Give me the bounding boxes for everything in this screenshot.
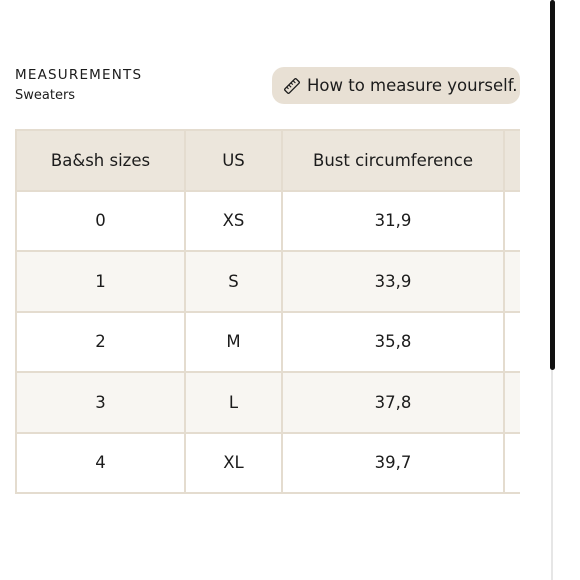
table-cell xyxy=(504,312,520,373)
how-to-measure-label: How to measure yourself. xyxy=(307,76,518,95)
table-cell: 39,7 xyxy=(282,433,504,494)
column-header xyxy=(504,130,520,191)
column-header: US xyxy=(185,130,282,191)
scrollbar-thumb[interactable] xyxy=(550,0,555,370)
table-cell xyxy=(504,191,520,252)
table-row xyxy=(16,372,520,433)
column-header: Ba&sh sizes xyxy=(16,130,185,191)
table-cell: 4 xyxy=(16,433,185,494)
size-table xyxy=(15,129,520,494)
section-title: MEASUREMENTS xyxy=(15,67,143,83)
table-cell: M xyxy=(185,312,282,373)
ruler-icon xyxy=(283,77,301,95)
table-header-row xyxy=(16,130,520,191)
size-table-container[interactable] xyxy=(15,129,520,505)
table-cell: 1 xyxy=(16,251,185,312)
table-cell: XL xyxy=(185,433,282,494)
table-cell: 3 xyxy=(16,372,185,433)
section-subtitle: Sweaters xyxy=(15,88,76,103)
table-row xyxy=(16,433,520,494)
table-row xyxy=(16,191,520,252)
table-cell: 35,8 xyxy=(282,312,504,373)
table-cell: 0 xyxy=(16,191,185,252)
table-cell xyxy=(504,251,520,312)
table-cell xyxy=(504,433,520,494)
column-header: Bust circumference xyxy=(282,130,504,191)
table-cell: S xyxy=(185,251,282,312)
table-cell: XS xyxy=(185,191,282,252)
how-to-measure-button[interactable] xyxy=(272,67,520,104)
table-cell: 31,9 xyxy=(282,191,504,252)
table-cell: 37,8 xyxy=(282,372,504,433)
table-cell: 2 xyxy=(16,312,185,373)
table-cell: L xyxy=(185,372,282,433)
table-cell xyxy=(504,372,520,433)
table-cell: 33,9 xyxy=(282,251,504,312)
table-row xyxy=(16,251,520,312)
table-row xyxy=(16,312,520,373)
